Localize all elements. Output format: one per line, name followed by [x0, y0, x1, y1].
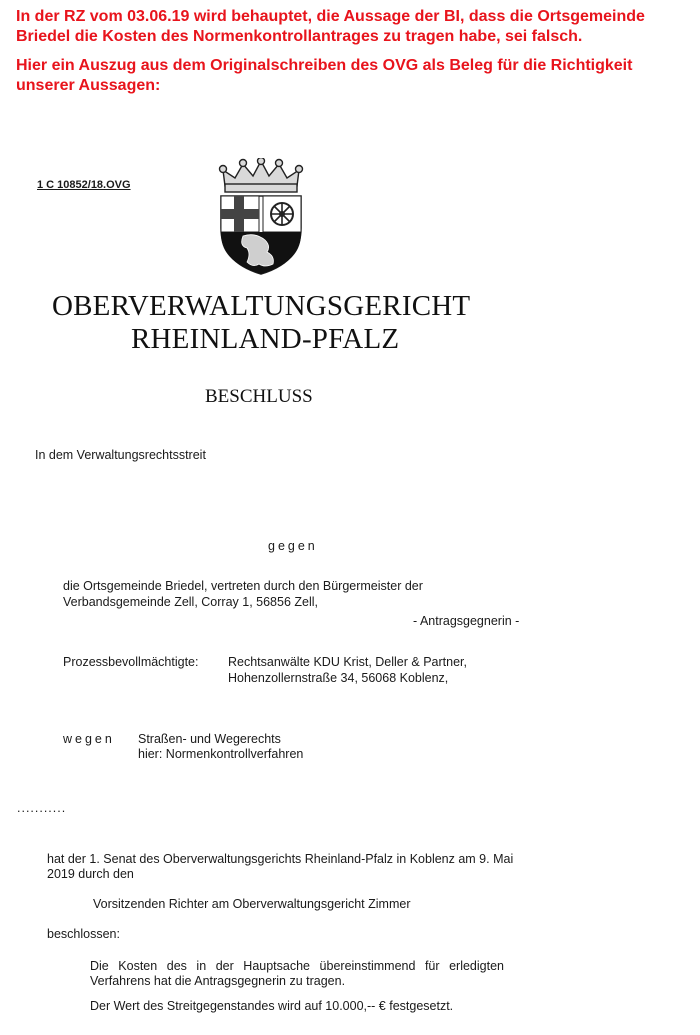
wegen-line-2: hier: Normenkontrollverfahren: [138, 747, 304, 761]
omission-ellipsis: ...........: [17, 801, 67, 815]
streit-line: In dem Verwaltungsrechtsstreit: [35, 448, 206, 462]
beschlossen-label: beschlossen:: [47, 927, 120, 941]
aktenzeichen: 1 C 10852/18.OVG: [37, 179, 131, 191]
counsel-line-2: Hohenzollernstraße 34, 56068 Koblenz,: [228, 671, 449, 685]
intro-line-1: In der RZ vom 03.06.19 wird behauptet, die Aussage der BI, dass die Ortsgemeinde: [16, 8, 645, 25]
senat-line-1: hat der 1. Senat des Oberverwaltungsgerichts Rheinland-Pfalz in Koblenz am 9. Mai: [47, 852, 514, 866]
court-name-line-2: RHEINLAND-PFALZ: [131, 323, 400, 355]
party-line-2: Verbandsgemeinde Zell, Corray 1, 56856 Zell,: [63, 595, 319, 609]
counsel-label: Prozessbevollmächtigte:: [63, 655, 199, 669]
ruling-1-line-2: Verfahrens hat die Antragsgegnerin zu tragen.: [90, 974, 346, 988]
party-line-1: die Ortsgemeinde Briedel, vertreten durch den Bürgermeister der: [63, 579, 423, 593]
counsel-line-1: Rechtsanwälte KDU Krist, Deller & Partner,: [228, 655, 467, 669]
ruling-2: Der Wert des Streitgegenstandes wird auf 10.000,-- € festgesetzt.: [90, 999, 454, 1013]
doc-type-title: BESCHLUSS: [205, 386, 313, 407]
judge-line: Vorsitzenden Richter am Oberverwaltungsgericht Zimmer: [93, 897, 411, 911]
intro-line-2: Briedel die Kosten des Normenkontrollantrages zu tragen habe, sei falsch.: [16, 28, 583, 45]
ruling-1-line-1: Die Kosten des in der Hauptsache übereinstimmend für erledigten: [90, 959, 504, 973]
intro-line-4: unserer Aussagen:: [16, 77, 161, 94]
wegen-line-1: Straßen- und Wegerechts: [138, 732, 281, 746]
intro-line-3: Hier ein Auszug aus dem Originalschreiben des OVG als Beleg für die Richtigkeit: [16, 57, 633, 74]
coat-of-arms-rheinland-pfalz-icon: [213, 158, 309, 276]
court-name-line-1: OBERVERWALTUNGSGERICHT: [52, 290, 471, 322]
gegen-label: gegen: [268, 539, 318, 553]
wegen-label: wegen: [63, 732, 115, 746]
senat-line-2: 2019 durch den: [47, 867, 134, 881]
party-role: - Antragsgegnerin -: [413, 614, 520, 628]
